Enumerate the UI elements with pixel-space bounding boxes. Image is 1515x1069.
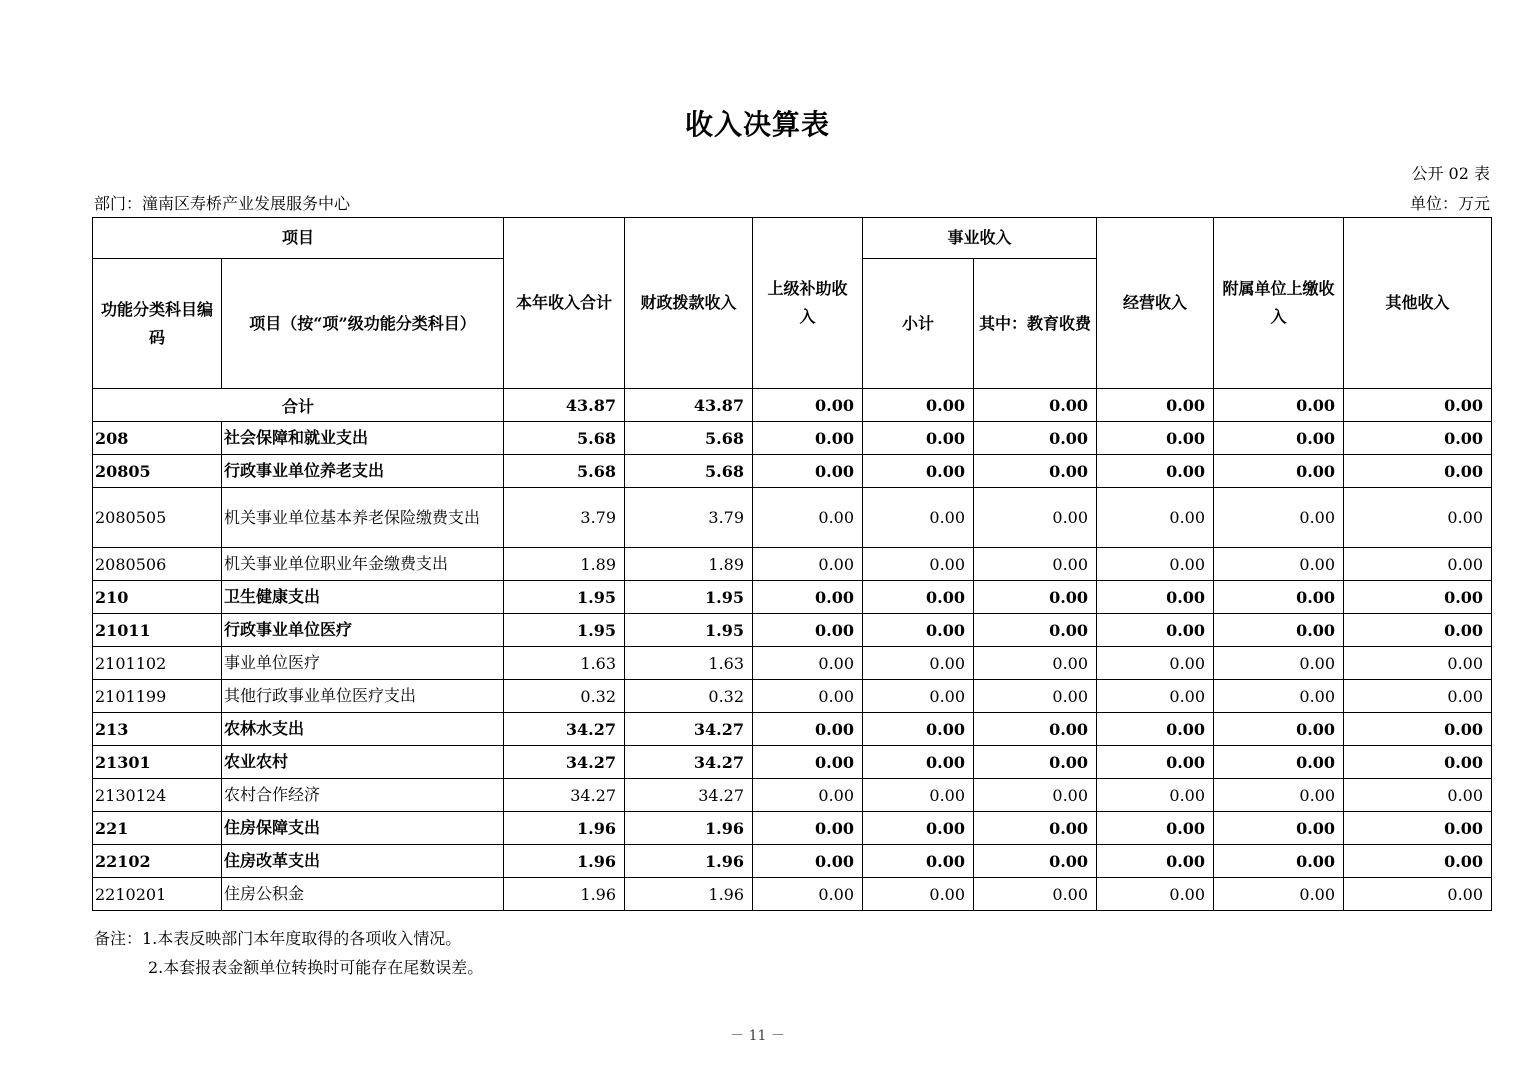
table-row (93, 647, 1492, 680)
row-value-cell: 34.27 (625, 713, 753, 746)
summary-cell: 0.00 (753, 389, 863, 422)
row-value-cell: 0.00 (974, 455, 1097, 488)
row-value-cell: 0.00 (1214, 845, 1344, 878)
header-affiliated: 附属单位上缴收入 (1214, 218, 1344, 389)
summary-row (93, 389, 1492, 422)
row-value-cell: 0.00 (753, 713, 863, 746)
row-value-cell: 0.00 (974, 614, 1097, 647)
header-name: 项目（按“项”级功能分类科目） (222, 259, 504, 389)
row-value-cell: 1.63 (625, 647, 753, 680)
row-value-cell: 0.00 (1097, 779, 1214, 812)
row-value-cell: 5.68 (625, 422, 753, 455)
table-row (93, 581, 1492, 614)
row-name: 农业农村 (222, 746, 504, 779)
row-value-cell: 0.00 (753, 845, 863, 878)
row-value-cell: 0.00 (753, 647, 863, 680)
row-value-cell: 0.00 (1097, 845, 1214, 878)
row-value-cell: 0.00 (1097, 581, 1214, 614)
row-value-cell: 0.00 (1214, 614, 1344, 647)
row-value-cell: 0.00 (1344, 455, 1492, 488)
header-project: 项目 (93, 218, 504, 259)
row-value-cell: 1.96 (625, 878, 753, 911)
row-value-cell: 0.00 (1097, 422, 1214, 455)
table-header (93, 218, 1492, 389)
row-value-cell: 1.89 (625, 548, 753, 581)
row-value-cell: 1.63 (504, 647, 625, 680)
row-code: 2080505 (93, 488, 222, 548)
header-superior: 上级补助收入 (753, 218, 863, 389)
summary-label: 合计 (93, 389, 504, 422)
row-value-cell: 0.00 (753, 779, 863, 812)
row-value-cell: 0.00 (1214, 878, 1344, 911)
table-row (93, 548, 1492, 581)
row-value-cell: 0.00 (1344, 680, 1492, 713)
row-value-cell: 0.32 (504, 680, 625, 713)
row-value-cell: 0.00 (753, 746, 863, 779)
header-subtotal: 小计 (863, 259, 974, 389)
row-value-cell: 1.95 (625, 614, 753, 647)
row-name: 行政事业单位养老支出 (222, 455, 504, 488)
row-code: 21301 (93, 746, 222, 779)
row-value-cell: 34.27 (625, 779, 753, 812)
row-value-cell: 0.00 (1097, 647, 1214, 680)
row-code: 2101102 (93, 647, 222, 680)
row-code: 2080506 (93, 548, 222, 581)
page-title: 收入决算表 (684, 108, 830, 141)
row-value-cell: 0.00 (974, 548, 1097, 581)
row-value-cell: 0.00 (974, 581, 1097, 614)
row-value-cell: 0.00 (1214, 680, 1344, 713)
unit-label: 单位：万元 (1409, 194, 1490, 213)
row-value-cell: 0.00 (1214, 422, 1344, 455)
row-value-cell: 0.00 (1344, 422, 1492, 455)
row-value-cell: 0.00 (1214, 779, 1344, 812)
row-value-cell: 0.00 (1214, 746, 1344, 779)
row-value-cell: 0.00 (863, 746, 974, 779)
table-row (93, 779, 1492, 812)
row-value-cell: 1.96 (504, 812, 625, 845)
row-value-cell: 0.00 (1344, 614, 1492, 647)
table-row (93, 455, 1492, 488)
row-code: 21011 (93, 614, 222, 647)
summary-cell: 43.87 (504, 389, 625, 422)
income-table (92, 217, 1492, 911)
row-value-cell: 0.00 (753, 548, 863, 581)
row-name: 住房改革支出 (222, 845, 504, 878)
note-line-2: 2.本套报表金额单位转换时可能存在尾数误差。 (148, 958, 484, 977)
summary-cell: 0.00 (1214, 389, 1344, 422)
row-value-cell: 3.79 (504, 488, 625, 548)
row-value-cell: 0.00 (753, 455, 863, 488)
row-value-cell: 0.00 (1214, 548, 1344, 581)
row-value-cell: 1.95 (625, 581, 753, 614)
table-row (93, 878, 1492, 911)
row-value-cell: 0.00 (974, 680, 1097, 713)
row-value-cell: 0.00 (863, 647, 974, 680)
row-value-cell: 0.00 (974, 647, 1097, 680)
row-value-cell: 0.00 (974, 713, 1097, 746)
row-value-cell: 0.00 (753, 878, 863, 911)
summary-cell: 0.00 (1344, 389, 1492, 422)
row-value-cell: 0.00 (753, 488, 863, 548)
row-value-cell: 0.00 (1097, 614, 1214, 647)
row-value-cell: 0.00 (863, 488, 974, 548)
department-label: 部门：潼南区寿桥产业发展服务中心 (94, 194, 351, 213)
row-value-cell: 0.00 (753, 680, 863, 713)
note-line-1: 备注：1.本表反映部门本年度取得的各项收入情况。 (94, 929, 462, 948)
row-code: 208 (93, 422, 222, 455)
row-name: 住房公积金 (222, 878, 504, 911)
row-value-cell: 0.00 (753, 581, 863, 614)
row-value-cell: 5.68 (625, 455, 753, 488)
table-row (93, 845, 1492, 878)
table-row (93, 713, 1492, 746)
row-value-cell: 0.00 (1344, 845, 1492, 878)
row-value-cell: 0.00 (1344, 713, 1492, 746)
row-name: 事业单位医疗 (222, 647, 504, 680)
row-value-cell: 0.00 (974, 779, 1097, 812)
row-value-cell: 0.00 (1214, 647, 1344, 680)
summary-cell: 0.00 (863, 389, 974, 422)
row-value-cell: 0.00 (1344, 878, 1492, 911)
row-name: 机关事业单位基本养老保险缴费支出 (222, 488, 504, 548)
row-value-cell: 0.00 (1344, 779, 1492, 812)
row-value-cell: 0.00 (863, 455, 974, 488)
row-value-cell: 0.00 (1097, 746, 1214, 779)
table-row (93, 422, 1492, 455)
summary-cell: 0.00 (1097, 389, 1214, 422)
row-value-cell: 5.68 (504, 455, 625, 488)
row-code: 213 (93, 713, 222, 746)
table-row (93, 812, 1492, 845)
row-value-cell: 0.00 (863, 680, 974, 713)
row-value-cell: 0.32 (625, 680, 753, 713)
header-operating: 经营收入 (1097, 218, 1214, 389)
row-name: 机关事业单位职业年金缴费支出 (222, 548, 504, 581)
row-value-cell: 0.00 (1097, 713, 1214, 746)
row-code: 221 (93, 812, 222, 845)
row-value-cell: 0.00 (1344, 812, 1492, 845)
row-value-cell: 0.00 (974, 812, 1097, 845)
row-code: 20805 (93, 455, 222, 488)
table-row (93, 614, 1492, 647)
row-value-cell: 0.00 (1097, 812, 1214, 845)
row-value-cell: 0.00 (863, 548, 974, 581)
row-code: 2130124 (93, 779, 222, 812)
row-value-cell: 0.00 (974, 422, 1097, 455)
row-code: 2101199 (93, 680, 222, 713)
row-name: 农林水支出 (222, 713, 504, 746)
row-name: 住房保障支出 (222, 812, 504, 845)
row-name: 行政事业单位医疗 (222, 614, 504, 647)
row-value-cell: 0.00 (863, 812, 974, 845)
row-code: 210 (93, 581, 222, 614)
row-value-cell: 1.95 (504, 614, 625, 647)
row-value-cell: 0.00 (863, 878, 974, 911)
page-number: － 11 － (730, 1028, 785, 1044)
row-code: 22102 (93, 845, 222, 878)
row-value-cell: 0.00 (1214, 713, 1344, 746)
row-code: 2210201 (93, 878, 222, 911)
row-value-cell: 0.00 (1214, 488, 1344, 548)
row-value-cell: 0.00 (1097, 548, 1214, 581)
header-code: 功能分类科目编码 (93, 259, 222, 389)
row-value-cell: 0.00 (863, 581, 974, 614)
table-body (93, 389, 1492, 911)
row-value-cell: 1.96 (504, 878, 625, 911)
row-value-cell: 0.00 (1344, 488, 1492, 548)
row-value-cell: 34.27 (504, 713, 625, 746)
header-edu: 其中：教育收费 (974, 259, 1097, 389)
row-value-cell: 0.00 (1344, 581, 1492, 614)
row-value-cell: 5.68 (504, 422, 625, 455)
row-value-cell: 1.95 (504, 581, 625, 614)
row-value-cell: 0.00 (1214, 455, 1344, 488)
row-value-cell: 0.00 (974, 845, 1097, 878)
row-value-cell: 0.00 (1097, 488, 1214, 548)
table-row (93, 680, 1492, 713)
row-name: 卫生健康支出 (222, 581, 504, 614)
row-value-cell: 34.27 (504, 779, 625, 812)
row-value-cell: 0.00 (863, 422, 974, 455)
header-business: 事业收入 (863, 218, 1097, 259)
summary-cell: 0.00 (974, 389, 1097, 422)
row-value-cell: 0.00 (863, 779, 974, 812)
row-value-cell: 0.00 (863, 845, 974, 878)
header-fiscal: 财政拨款收入 (625, 218, 753, 389)
row-value-cell: 0.00 (863, 713, 974, 746)
row-name: 其他行政事业单位医疗支出 (222, 680, 504, 713)
row-value-cell: 0.00 (1344, 746, 1492, 779)
table-row (93, 746, 1492, 779)
header-other: 其他收入 (1344, 218, 1492, 389)
row-value-cell: 1.96 (504, 845, 625, 878)
row-value-cell: 0.00 (753, 812, 863, 845)
summary-cell: 43.87 (625, 389, 753, 422)
row-value-cell: 0.00 (974, 746, 1097, 779)
row-value-cell: 0.00 (863, 614, 974, 647)
table-row (93, 488, 1492, 548)
form-number: 公开 02 表 (1411, 164, 1490, 183)
row-value-cell: 0.00 (753, 422, 863, 455)
row-value-cell: 0.00 (1097, 680, 1214, 713)
row-value-cell: 0.00 (1214, 812, 1344, 845)
row-value-cell: 0.00 (974, 878, 1097, 911)
row-value-cell: 0.00 (1097, 455, 1214, 488)
row-value-cell: 1.96 (625, 812, 753, 845)
row-value-cell: 1.89 (504, 548, 625, 581)
row-name: 社会保障和就业支出 (222, 422, 504, 455)
row-value-cell: 34.27 (625, 746, 753, 779)
row-value-cell: 0.00 (1344, 548, 1492, 581)
row-value-cell: 0.00 (1097, 878, 1214, 911)
row-value-cell: 3.79 (625, 488, 753, 548)
row-name: 农村合作经济 (222, 779, 504, 812)
row-value-cell: 0.00 (974, 488, 1097, 548)
row-value-cell: 0.00 (753, 614, 863, 647)
row-value-cell: 0.00 (1214, 581, 1344, 614)
row-value-cell: 0.00 (1344, 647, 1492, 680)
row-value-cell: 34.27 (504, 746, 625, 779)
row-value-cell: 1.96 (625, 845, 753, 878)
header-total: 本年收入合计 (504, 218, 625, 389)
